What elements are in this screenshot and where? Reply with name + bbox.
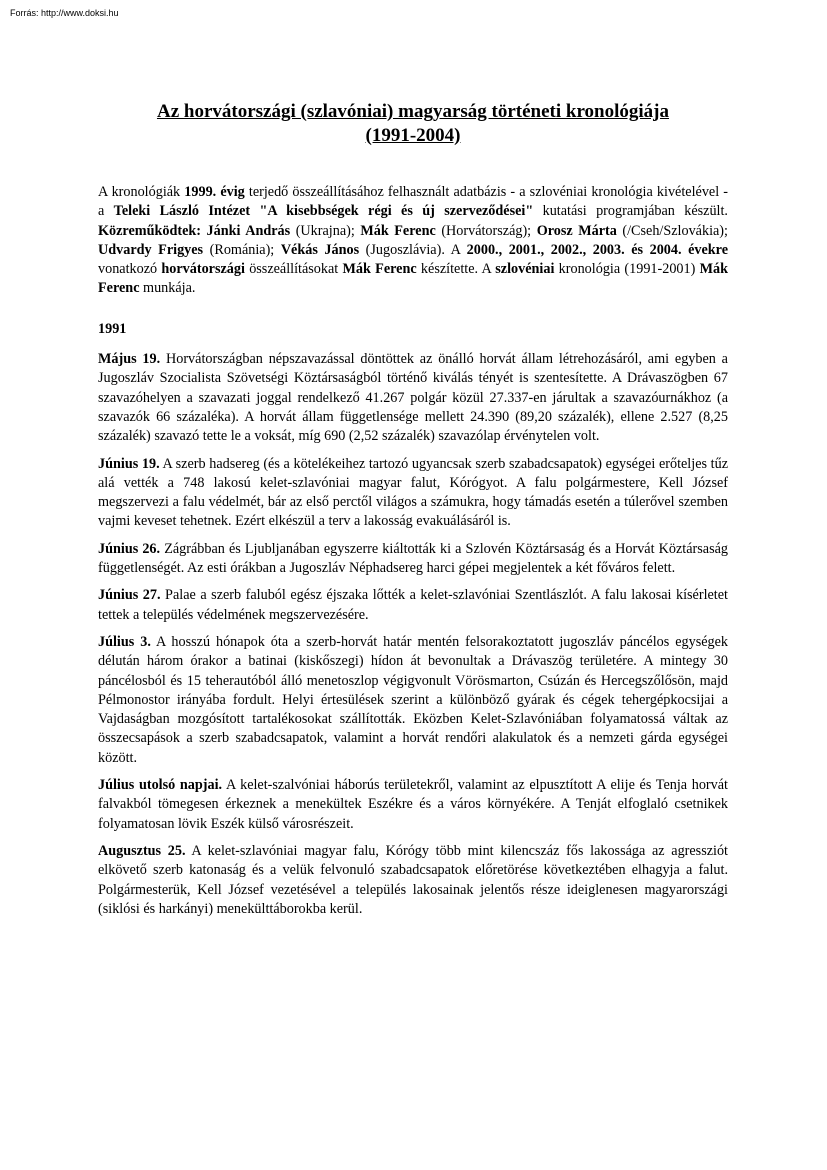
intro-bold-run: Orosz Márta — [536, 222, 617, 239]
title-line-1: Az horvátországi (szlavóniai) magyarság történeti kronológiája — [156, 101, 670, 122]
intro-bold-run: 1999. évig — [184, 184, 245, 200]
entry-text: Horvátországban népszavazással döntöttek az önálló horvát állam létrehozásáról, ami egyben a Jugoszláv Szocialista Szövetségi Köztársaságból történő kiválás tényét is szentesítette. A Drávaszögben 67 szavazóhelyen a szavazati joggal rendelkező 41.267 polgár közül 27.337-en járultak a szavazóurnákhoz (a szavazók 66 százaléka). A horvát állam függetlensége mellett 24.390 (89,20 százalék), ellene 2.527 (8,25 százalék) szavazó tette le a voksát, míg 690 (2,52 százalék) szavazólap érvénytelen volt. — [98, 351, 728, 445]
intro-text-run: (Jugoszlávia). A — [359, 241, 467, 258]
entry-date: Július 3. — [98, 633, 151, 650]
entry-date: Június 19. — [98, 455, 160, 472]
entry-date: Augusztus 25. — [98, 842, 186, 859]
intro-paragraph — [98, 183, 728, 299]
source-url: Forrás: http://www.doksi.hu — [10, 8, 119, 18]
page-title — [98, 100, 728, 148]
chronology-entry — [98, 540, 728, 579]
entry-date: Május 19. — [98, 351, 161, 368]
intro-bold-run: Mák Ferenc — [360, 222, 436, 239]
intro-bold-run: Közreműködtek: Jánki András — [98, 222, 291, 239]
intro-text-run: (/Cseh/Szlovákia); — [616, 222, 728, 239]
chronology-entry — [98, 586, 728, 625]
chronology-entry — [98, 776, 728, 834]
chronology-entry — [98, 842, 728, 919]
chronology-entry — [98, 633, 728, 768]
document-body — [98, 183, 728, 927]
intro-text-run: kronológia (1991-2001) — [554, 261, 700, 278]
entry-text: Palae a szerb faluból egész éjszaka lőtték a kelet-szlavóniai Szentlászlót. A falu lakosai kísérletet tettek a település védelmének megszervezésére. — [98, 587, 728, 623]
intro-text-run: (Ukrajna); — [290, 222, 361, 239]
intro-text-run: (Románia); — [203, 241, 281, 258]
entry-text: A kelet-szlavóniai magyar falu, Kórógy több mint kilencszáz fős lakossága az agressziót elkövető szerb katonaság és a velük felvonuló szabadcsapatok előretörése következtében elhagyja a falut. Polgármesterük, Kell József vezetésével a település lakosainak jelentős része ideiglenesen magyarországi (siklósi és harkányi) menekülttáborokba kerül. — [98, 842, 728, 917]
intro-bold-run: Mák Ferenc — [342, 261, 417, 278]
intro-text-run: vonatkozó — [98, 261, 162, 278]
intro-bold-run: Mák Ferenc — [98, 261, 728, 297]
entry-date: Június 26. — [98, 540, 161, 557]
entry-text: Zágrábban és Ljubljanában egyszerre kiáltották ki a Szlovén Köztársaság és a Horvát Köztársaság függetlenségét. Az esti órákban a Jugoszláv Néphadsereg harci gépei megjelentek a két főváros felett. — [98, 540, 728, 577]
intro-text-run: kutatási programjában készült. — [533, 203, 728, 220]
intro-text-run: összeállításokat — [244, 261, 343, 278]
intro-bold-run: horvátországi — [161, 261, 245, 278]
intro-text-run: A kronológiák — [98, 184, 185, 200]
intro-bold-run: szlovéniai — [495, 261, 555, 278]
entry-date: Július utolsó napjai. — [98, 777, 223, 794]
intro-bold-run: 2000., 2001., 2002., 2003. és 2004. évekre — [466, 241, 728, 258]
intro-text-run: (Horvátország); — [435, 222, 537, 239]
intro-bold-run: Vékás János — [280, 241, 360, 258]
entry-text: A hosszú hónapok óta a szerb-horvát határ mentén felsorakoztatott jugoszláv páncélos egységek délután három órakor a batinai (kiskőszegi) hídon át bevonultak a Drávaszög területére. A mintegy 30 páncélosból és 15 teherautóból álló menetoszlop végigvonult Vörösmarton, Csúzán és Hercegszőlősön, majd Pélmonostor irányába fordult. Helyi értesülések szerint a különböző gyárak és cégek tehergépkocsijai a Vajdaságban mozgósított tartalékosokat szállították. Eközben Kelet-Szlavóniában folyamatossá váltak az összecsapások a szerb szabadcsapatok, valamint a horvát rendőri alakulatok és a nemzeti gárda egységei között. — [98, 633, 728, 766]
chronology-entry — [98, 350, 728, 446]
year-heading: 1991 — [98, 320, 127, 337]
intro-text-run: munkája. — [139, 280, 196, 297]
intro-text-run: készítette. A — [416, 261, 496, 278]
chronology-entry — [98, 455, 728, 532]
intro-text-run: terjedő összeállításához felhasznált adatbázis - a szlovéniai kronológia kivételével - a — [98, 184, 728, 220]
intro-bold-run: Udvardy Frigyes — [98, 241, 204, 258]
entry-date: Június 27. — [98, 587, 161, 604]
entry-text: A szerb hadsereg (és a kötelékeihez tartozó ugyancsak szerb szabadcsapatok) egységei erőteljes tűz alá vették a 748 lakosú kelet-szlavóniai magyar falut, Kórógyot. A falu polgármestere, Kell József megszervezi a falu védelmét, bár az első perctől világos a számukra, hogy támadás esetén a túlerővel szemben vajmi keveset tehetnek. Ezért elkészül a terv a lakosság evakuálásáról is. — [98, 455, 729, 530]
title-line-2: (1991-2004) — [365, 125, 461, 146]
entry-text: A kelet-szalvóniai háborús területekről, valamint az elpusztított A elije és Tenja horvát falvakból tömegesen érkeznek a menekültek Eszékre és a város környékére. A Tenját elfoglaló csetnikek folyamatosan lövik Eszék külső városrészeit. — [98, 777, 728, 832]
intro-bold-run: Teleki László Intézet "A kisebbségek régi és új szerveződései" — [113, 203, 534, 220]
chronology-entries — [98, 350, 728, 919]
